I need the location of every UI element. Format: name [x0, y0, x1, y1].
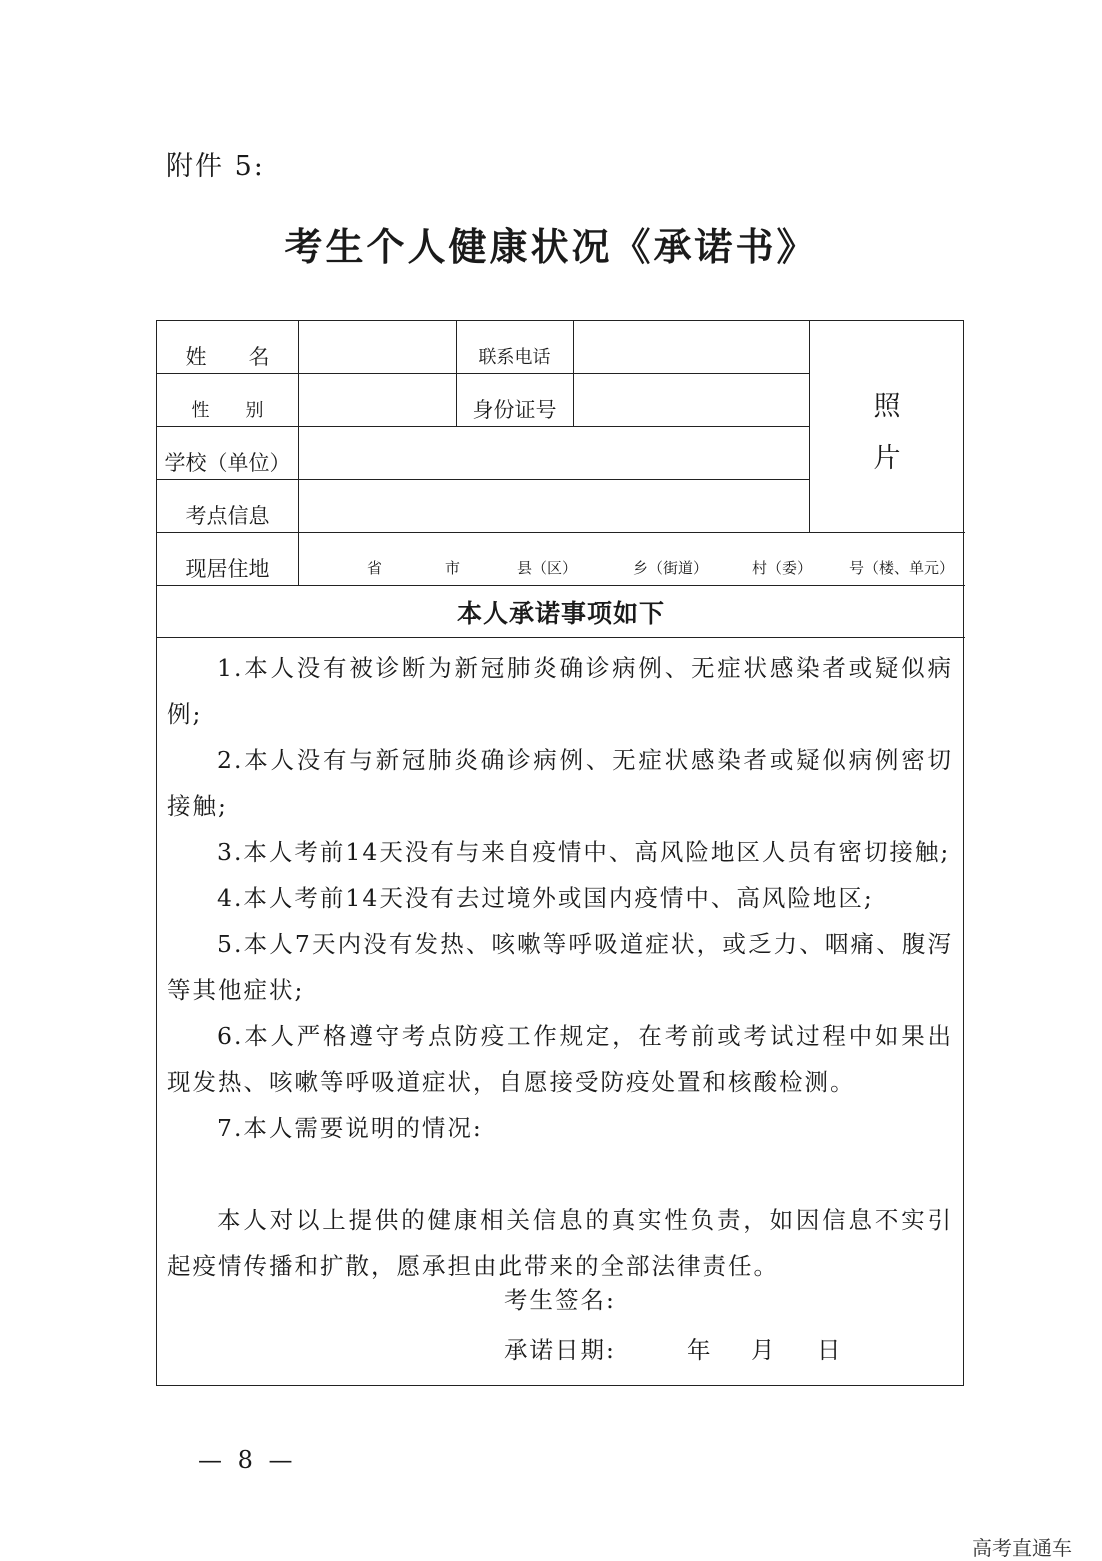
commitment-body — [167, 645, 953, 1289]
watermark: 高考直通车 — [972, 1536, 1072, 1560]
commitment-item-3: 3.本人考前14天没有与来自疫情中、高风险地区人员有密切接触; — [217, 838, 951, 866]
name-field[interactable] — [299, 323, 455, 373]
school-label: 学校（单位） — [164, 451, 291, 475]
signature-label: 考生签名: — [504, 1286, 616, 1314]
date-month: 月 — [751, 1336, 777, 1364]
exam-site-label: 考点信息 — [185, 504, 270, 528]
commitment-heading: 本人承诺事项如下 — [456, 599, 665, 628]
address-village: 村（委） — [752, 559, 813, 577]
page-number: — 8 — — [198, 1446, 297, 1474]
commitment-item-2: 2.本人没有与新冠肺炎确诊病例、无症状感染者或疑似病例密切接触; — [167, 746, 953, 820]
commitment-item-4: 4.本人考前14天没有去过境外或国内疫情中、高风险地区; — [217, 884, 874, 912]
attachment-label: 附件 5: — [166, 151, 265, 182]
commitment-item-5: 5.本人7天内没有发热、咳嗽等呼吸道症状，或乏力、咽痛、腹泻等其他症状; — [167, 930, 953, 1004]
commitment-item-1: 1.本人没有被诊断为新冠肺炎确诊病例、无症状感染者或疑似病例; — [167, 654, 953, 728]
address-county: 县（区） — [517, 559, 578, 577]
address-township: 乡（街道） — [633, 559, 709, 577]
date-year: 年 — [687, 1336, 713, 1364]
school-field[interactable] — [299, 429, 808, 479]
declaration-text: 本人对以上提供的健康相关信息的真实性负责，如因信息不实引起疫情传播和扩散，愿承担由此带来的全部法律责任。 — [167, 1206, 953, 1280]
date-label: 承诺日期: — [504, 1336, 616, 1364]
gender-field[interactable] — [299, 376, 455, 426]
id-number-field[interactable] — [574, 376, 808, 426]
address-city: 市 — [445, 559, 461, 577]
photo-label-1: 照 — [873, 391, 901, 422]
photo-label-2: 片 — [873, 443, 901, 474]
address-number: 号（楼、单元） — [849, 559, 955, 577]
date-day: 日 — [817, 1336, 843, 1364]
name-label: 姓 名 — [185, 345, 270, 369]
residence-label: 现居住地 — [185, 557, 270, 581]
phone-field[interactable] — [574, 323, 808, 373]
commitment-item-7: 7.本人需要说明的情况: — [217, 1114, 483, 1142]
photo-area — [809, 381, 965, 485]
commitment-form — [156, 320, 964, 1386]
id-number-label: 身份证号 — [472, 398, 557, 422]
document-title: 考生个人健康状况《承诺书》 — [284, 224, 818, 269]
address-province: 省 — [367, 559, 383, 577]
gender-label: 性 别 — [191, 400, 264, 421]
exam-site-field[interactable] — [299, 482, 808, 532]
phone-label: 联系电话 — [478, 347, 551, 368]
commitment-item-6: 6.本人严格遵守考点防疫工作规定，在考前或考试过程中如果出现发热、咳嗽等呼吸道症状，自愿接受防疫处置和核酸检测。 — [167, 1022, 953, 1096]
